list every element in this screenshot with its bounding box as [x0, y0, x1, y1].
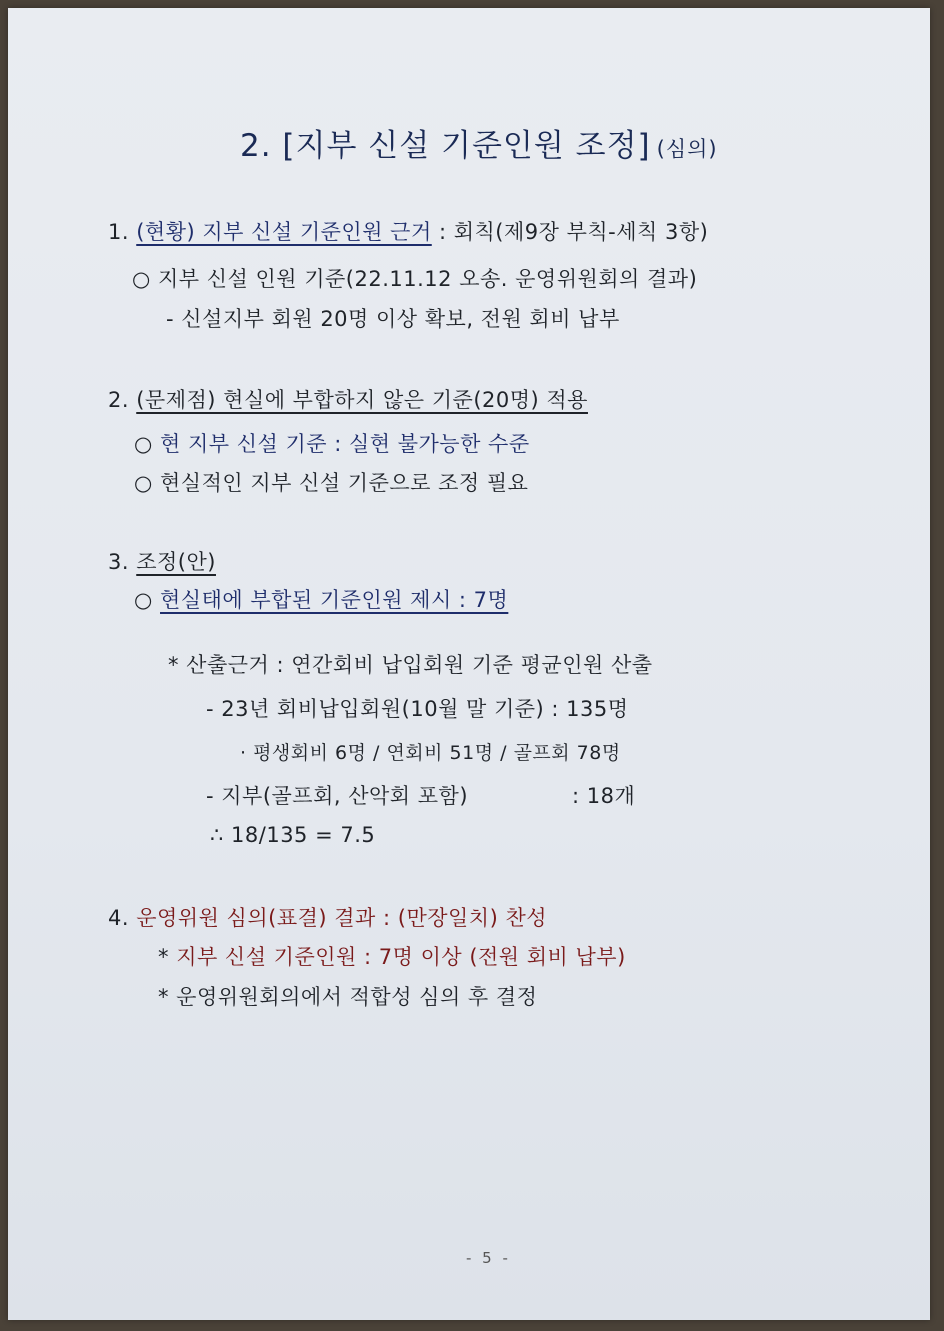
section-3-bullet-1-mark: ○	[134, 588, 153, 612]
page-number: - 5 -	[466, 1249, 511, 1267]
section-3-heading	[108, 546, 216, 576]
section-3-bullet-1-text: 현실태에 부합된 기준인원 제시 : 7명	[160, 588, 509, 612]
section-1-rest: : 회칙(제9장 부칙-세칙 3항)	[431, 220, 709, 244]
section-1-title: (현황) 지부 신설 기준인원 근거	[136, 220, 432, 244]
section-3-number: 3.	[108, 550, 130, 574]
section-4-heading	[108, 902, 547, 932]
section-2-title: (문제점) 현실에 부합하지 않은 기준(20명) 적용	[136, 388, 588, 412]
section-2-bullet-1-text: 현 지부 신설 기준 : 실현 불가능한 수준	[160, 432, 530, 456]
section-2-bullet-1-mark: ○	[134, 432, 153, 456]
section-2-bullet-2: ○ 현실적인 지부 신설 기준으로 조정 필요	[134, 471, 529, 495]
section-4-number: 4.	[108, 906, 130, 930]
section-3-members-breakdown: · 평생회비 6명 / 연회비 51명 / 골프회 78명	[240, 742, 621, 764]
section-4-note-2: * 운영위원회의에서 적합성 심의 후 결정	[158, 985, 538, 1009]
section-3-branches-value: : 18개	[572, 784, 636, 808]
section-4-title: 운영위원 심의(표결) 결과 : (만장일치) 찬성	[136, 906, 548, 930]
section-3-calculation: ∴ 18/135 = 7.5	[210, 823, 376, 847]
section-3-title: 조정(안)	[136, 550, 216, 574]
section-1-bullet: ○ 지부 신설 인원 기준(22.11.12 오송. 운영위원회의 결과)	[132, 267, 698, 291]
section-2-heading	[108, 384, 588, 414]
section-3-basis-note: * 산출근거 : 연간회비 납입회원 기준 평균인원 산출	[168, 653, 653, 677]
section-2-number: 2.	[108, 388, 130, 412]
section-4-note-1-mark: *	[158, 945, 169, 969]
title-sub: (심의)	[656, 137, 718, 161]
section-1-dash: - 신설지부 회원 20명 이상 확보, 전원 회비 납부	[166, 307, 620, 331]
document-page	[8, 8, 930, 1320]
section-1-heading	[108, 216, 708, 246]
section-3-branches-label: - 지부(골프회, 산악회 포함)	[206, 784, 469, 808]
section-3-bullet-1	[134, 584, 508, 614]
section-4-note-1-text: 지부 신설 기준인원 : 7명 이상 (전원 회비 납부)	[176, 945, 626, 969]
title-main: 2. [지부 신설 기준인원 조정]	[240, 128, 651, 164]
section-4-note-1	[158, 941, 626, 971]
section-2-bullet-1	[134, 428, 530, 458]
section-3-members-line: - 23년 회비납입회원(10월 말 기준) : 135명	[206, 697, 629, 721]
section-1-number: 1.	[108, 220, 130, 244]
page-title	[240, 120, 718, 165]
